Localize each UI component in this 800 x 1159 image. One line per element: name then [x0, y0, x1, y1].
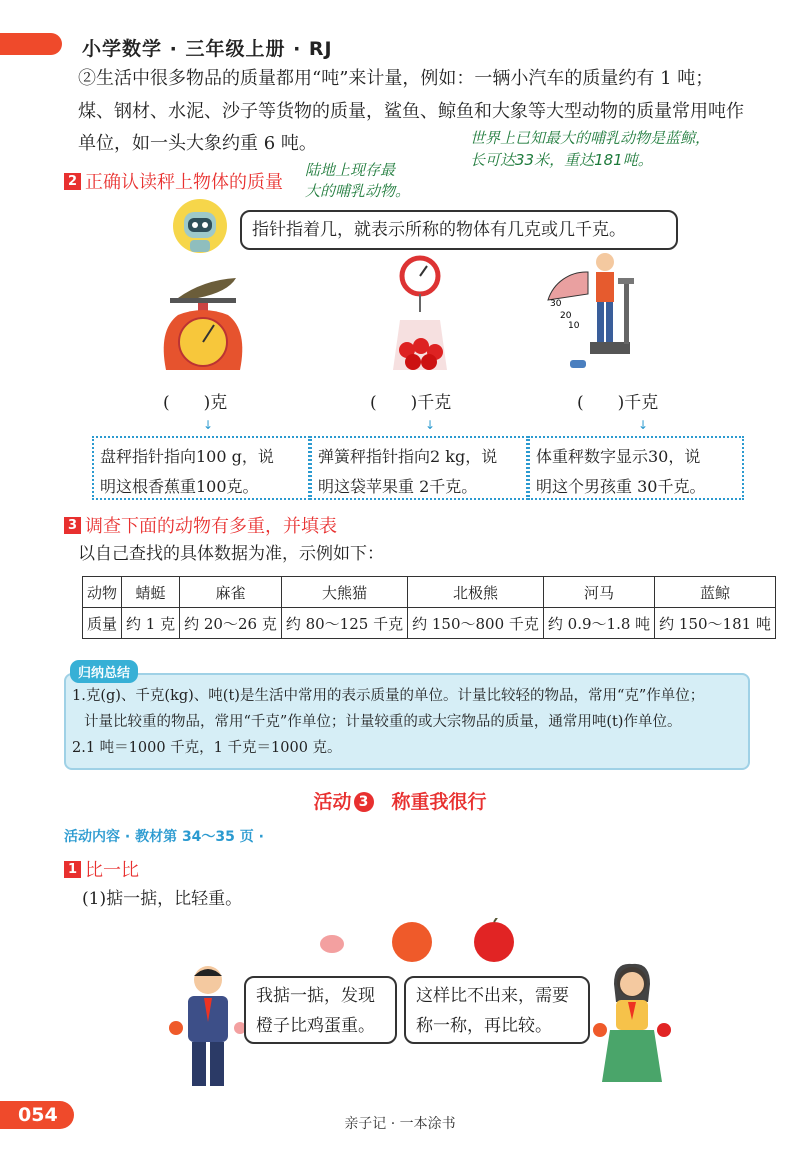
kitchen-scale-banana-image: [158, 270, 248, 380]
table-cell: 河马: [543, 577, 654, 608]
summary-line-2: 计量比较重的物品，常用“千克”作单位；计量较重的或大宗物品的质量，通常用吨(t)作单位。: [84, 714, 682, 730]
robot-icon: [172, 198, 228, 254]
book-title: 小学数学 · 三年级上册 · RJ: [82, 38, 333, 60]
spring-scale-apples-image: [385, 250, 455, 380]
table-row: [83, 577, 776, 608]
intro-line-1: ②生活中很多物品的质量都用“吨”来计量，例如：一辆小汽车的质量约有 1 吨；: [78, 68, 714, 89]
section-title: 正确认读秤上物体的质量: [85, 172, 283, 193]
summary-tag: 归纳总结: [70, 660, 138, 683]
summary-line-3: 2.1 吨＝1000 千克，1 千克＝1000 克。: [72, 740, 342, 756]
table-cell: 蜻蜓: [122, 577, 180, 608]
girl-speech-line: 称一称，再比较。: [416, 1016, 552, 1036]
answer-box-apples: [310, 436, 528, 500]
intro-line-3: 单位，如一头大象约重 6 吨。: [78, 133, 317, 154]
section-number: 1: [64, 861, 81, 878]
page-number: 054: [18, 1104, 58, 1126]
answer-box-line: 盘秤指针指向100 g，说: [100, 447, 274, 466]
intro-line-2: 煤、钢材、水泥、沙子等货物的质量，鲨鱼、鲸鱼和大象等大型动物的质量常用吨作: [78, 101, 744, 122]
activity-number: 3: [354, 792, 374, 812]
handwritten-note-whale-2: 长可达33米，重达181吨。: [470, 151, 653, 169]
arrow-down-icon: ↓: [203, 418, 214, 432]
answer-box-line: 明这袋苹果重 2千克。: [318, 477, 478, 496]
arrow-down-icon: ↓: [425, 418, 436, 432]
robot-speech-bubble: [240, 210, 678, 250]
handwritten-note-whale-1: 世界上已知最大的哺乳动物是蓝鲸，: [470, 129, 711, 147]
girl-speech-line: 这样比不出来，需要: [416, 986, 569, 1006]
section-title: 调查下面的动物有多重，并填表: [85, 516, 337, 537]
dial-label-20: 20: [560, 311, 572, 321]
answer-box-boy: [528, 436, 744, 500]
answer-blank-kg-boy[interactable]: ( )千克: [577, 393, 659, 413]
table-cell: 麻雀: [180, 577, 282, 608]
table-cell: 约 150～800 千克: [408, 608, 544, 639]
section-3-heading: [64, 512, 337, 538]
boy-character-image: [168, 962, 248, 1092]
table-cell: 约 1 克: [122, 608, 180, 639]
table-cell: 蓝鲸: [655, 577, 776, 608]
answer-box-line: 体重秤数字显示30，说: [536, 447, 701, 466]
activity-content-ref: 活动内容 · 教材第 34～35 页 ·: [64, 829, 264, 845]
boy-speech-line: 橙子比鸡蛋重。: [256, 1016, 375, 1036]
activity-title: [0, 787, 800, 814]
table-cell: 约 0.9～1.8 吨: [543, 608, 654, 639]
table-cell: 北极熊: [408, 577, 544, 608]
answer-box-line: 弹簧秤指针指向2 kg，说: [318, 447, 498, 466]
boy-speech-line: 我掂一掂，发现: [256, 986, 375, 1006]
table-row: [83, 608, 776, 639]
robot-speech-text: 指针指着几，就表示所称的物体有几克或几千克。: [252, 220, 626, 240]
handwritten-note-elephant-1: 陆地上现存最: [305, 161, 396, 179]
table-cell: 约 150～181 吨: [655, 608, 776, 639]
activity-sub-heading: [64, 856, 139, 882]
table-cell: 约 20～26 克: [180, 608, 282, 639]
girl-speech-bubble: [404, 976, 590, 1044]
body-scale-boy-image: [540, 250, 650, 380]
animal-weight-table: [82, 576, 776, 639]
answer-box-line: 明这个男孩重 30千克。: [536, 477, 706, 496]
activity-name: 称重我很行: [391, 791, 487, 813]
answer-blank-grams[interactable]: ( )克: [163, 393, 228, 413]
answer-blank-kg-apples[interactable]: ( )千克: [370, 393, 452, 413]
section-3-intro: 以自己查找的具体数据为准，示例如下：: [78, 544, 384, 564]
section-title: 比一比: [85, 860, 139, 881]
header-bar: [0, 33, 62, 55]
section-number: 2: [64, 173, 81, 190]
summary-line-1: 1.克(g)、千克(kg)、吨(t)是生活中常用的表示质量的单位。计量比较轻的物品，常用“克”作单位；: [72, 688, 705, 704]
dial-label-30: 30: [550, 299, 562, 309]
table-cell: 动物: [83, 577, 122, 608]
summary-box: [64, 673, 750, 770]
handwritten-note-elephant-2: 大的哺乳动物。: [305, 182, 411, 200]
table-cell: 质量: [83, 608, 122, 639]
answer-box-banana: [92, 436, 310, 500]
table-cell: 约 80～125 千克: [281, 608, 407, 639]
activity-task: (1)掂一掂，比轻重。: [82, 889, 243, 909]
section-2-heading: [64, 168, 283, 194]
arrow-down-icon: ↓: [638, 418, 649, 432]
girl-character-image: [592, 962, 672, 1096]
egg-orange-apple-image: [318, 918, 528, 966]
activity-label: 活动: [313, 791, 352, 813]
boy-speech-bubble: [244, 976, 397, 1044]
answer-box-line: 明这根香蕉重100克。: [100, 477, 259, 496]
section-number: 3: [64, 517, 81, 534]
dial-label-10: 10: [568, 321, 580, 331]
footer-text: 亲子记 · 一本涂书: [344, 1116, 456, 1132]
table-cell: 大熊猫: [281, 577, 407, 608]
